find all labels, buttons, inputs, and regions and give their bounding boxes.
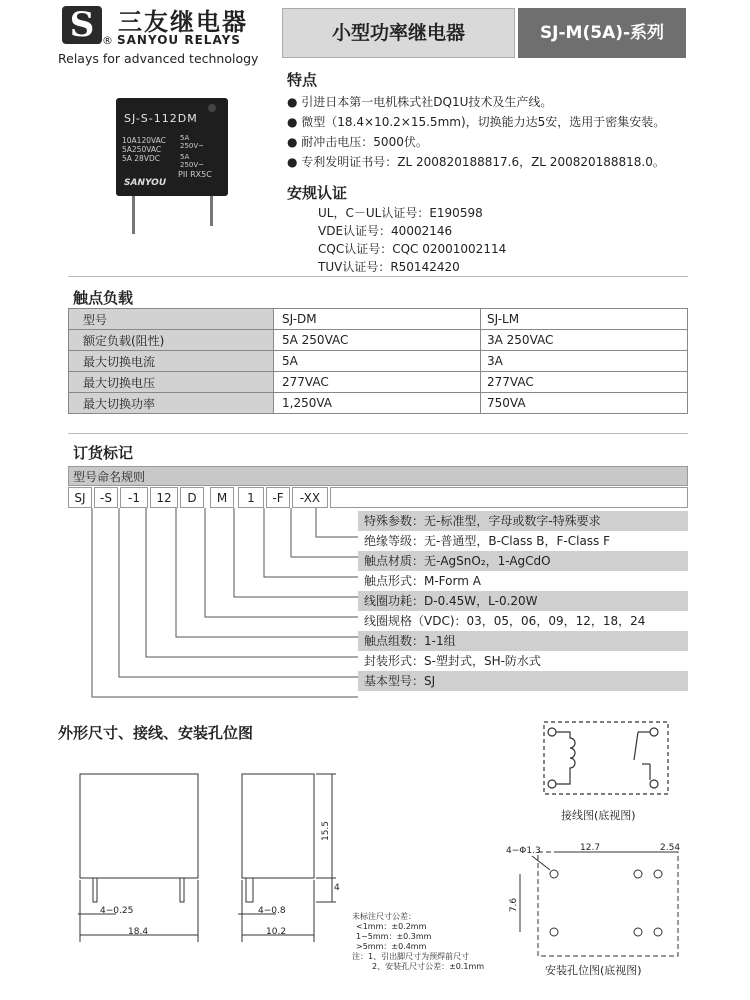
drawings-heading: 外形尺寸、接线、安装孔位图 [58,724,254,742]
code-contact-groups: -1 [120,487,148,508]
tagline: Relays for advanced technology [58,51,259,66]
row-label: 额定负载(阻性) [69,330,274,351]
code-desc-basic: 基本型号：SJ [358,671,688,691]
cell-lm: 277VAC [481,372,688,393]
contact-symbol [634,732,638,760]
mount-hole [634,928,642,936]
code-desc-package: 封装形式：S-塑封式，SH-防水式 [358,651,688,671]
code-coil-voltage: 12 [150,487,178,508]
cell-lm: 3A 250VAC [481,330,688,351]
tolerance-note: 2、安装孔尺寸公差：±0.1mm [372,962,485,971]
cell-dm: 277VAC [274,372,481,393]
connector-line [119,508,358,677]
relay-cqc-current: 5A [180,134,190,142]
connector-line [176,508,358,637]
relay-tuv-current: 5A [180,153,190,161]
logo-glyph: S [69,5,95,45]
relay-photo [116,98,228,196]
wiring-diagram [536,716,676,796]
code-basic: SJ [68,487,92,508]
tolerance-note: 1~5mm：±0.3mm [356,932,432,941]
registered-mark: ® [102,34,113,47]
table-row [69,330,688,351]
code-blank [330,487,688,508]
front-pin-label: 4−0.25 [100,906,134,916]
row-label: 最大切换电流 [69,351,274,372]
front-width-label: 18.4 [128,927,149,937]
hole-pitch-label: 12.7 [580,843,601,853]
side-width-label: 10.2 [266,927,287,937]
table-row [69,372,688,393]
contact-load-table [68,308,688,414]
cert-label: CQC认证号： [318,242,393,256]
feature-item: ● 引进日本第一电机株式社DQ1U技术及生产线。 [287,95,553,109]
cert-value: R50142420 [390,260,460,274]
cell-dm: 5A [274,351,481,372]
code-desc-contact-material: 触点材质：无-AgSnO₂，1-AgCdO [358,551,688,571]
cert-item [318,240,506,257]
connector-line [92,508,358,697]
cert-item [318,258,460,275]
relay-model: SJ-S-112DM [124,112,198,125]
feature-text: 引进日本第一电机株式社DQ1U技术及生产线。 [301,95,553,109]
brand-name-en: SANYOU RELAYS [117,33,241,47]
side-height-label: 15.5 [321,820,332,842]
table-row [69,351,688,372]
cert-item [318,204,483,221]
cell-dm: 1,250VA [274,393,481,414]
naming-connector-lines [68,508,368,708]
series-badge: SJ-M(5A)-系列 [518,8,686,58]
relay-cqc-voltage: 250V~ [180,142,205,150]
connector-line [205,508,358,617]
row-label: 最大切换电压 [69,372,274,393]
cell-lm: 3A [481,351,688,372]
side-body [242,774,314,878]
mount-hole [654,928,662,936]
hole-diameter-label: 4−Φ1.3 [506,846,541,856]
connector-line [146,508,358,657]
contact-load-heading: 触点负载 [73,289,134,307]
certifications-heading: 安规认证 [287,184,348,202]
features-heading: 特点 [287,71,318,89]
cert-value: CQC 02001002114 [392,242,507,256]
relay-ratings [122,136,166,163]
tolerance-notes [352,912,484,972]
mount-hole [550,928,558,936]
cert-value: E190598 [429,206,483,220]
front-pin [180,878,184,902]
relay-dot [208,104,216,112]
wiring-pin [650,780,658,788]
wiring-pin [650,728,658,736]
connector-line [264,508,358,577]
cert-label: TUV认证号： [318,260,391,274]
code-insulation: -F [266,487,290,508]
holes-caption: 安装孔位图(底视图) [545,964,642,977]
code-desc-contact-form: 触点形式：M-Form A [358,571,688,591]
feature-text: 专利发明证书号：ZL 200820188817.6，ZL 200820188818.0。 [301,155,665,169]
relay-pin [210,196,213,226]
product-title: 小型功率继电器 [282,8,515,58]
row-label: 型号 [69,309,274,330]
mount-hole [634,870,642,878]
side-pinlen-label: 4 [334,883,340,893]
row-label: 最大切换功率 [69,393,274,414]
relay-brand: SANYOU [124,178,167,188]
coil-symbol [556,732,575,784]
connector-line [316,508,358,537]
cert-item [318,222,452,239]
relay-code: PII RX5C [178,170,212,179]
front-body [80,774,198,878]
code-coil-power: D [180,487,204,508]
connector-line [291,508,358,557]
mount-hole [550,870,558,878]
mount-hole [654,870,662,878]
feature-text: 耐冲击电压：5000伏。 [301,135,428,149]
tolerance-note: 注：1、引出脚尺寸为预焊前尺寸 [352,952,470,961]
tolerance-note: >5mm：±0.4mm [356,942,427,951]
code-desc-special: 特殊参数：无-标准型，字母或数字-特殊要求 [358,511,688,531]
relay-pin [132,196,135,234]
cert-value: 40002146 [391,224,453,238]
feature-item: ● 微型（18.4×10.2×15.5mm)，切换能力达5安，选用于密集安装。 [287,115,666,129]
wiring-outline [544,722,668,794]
table-row [69,393,688,414]
hole-vertical-label: 7.6 [509,897,520,913]
relay-rating: 10A120VAC [122,136,166,145]
relay-tuv-voltage: 250V~ [180,161,205,169]
table-row [69,309,688,330]
relay-rating: 5A 28VDC [122,154,160,163]
code-desc-contact-groups: 触点组数：1-1组 [358,631,688,651]
connector-line [234,508,358,597]
side-pin-label: 4−0.8 [258,906,286,916]
feature-item: ● 耐冲击电压：5000伏。 [287,135,428,149]
code-desc-coil-voltage: 线圈规格（VDC)：03，05，06，09，12，18，24 [358,611,688,631]
relay-rating: 5A250VAC [122,145,162,154]
side-view-drawing [236,770,346,950]
tolerance-note: <1mm：±0.2mm [356,922,427,931]
cell-dm: 5A 250VAC [274,330,481,351]
code-special: -XX [292,487,328,508]
section-divider [68,433,688,434]
wiring-pin [548,780,556,788]
feature-item: ● 专利发明证书号：ZL 200820188817.6，ZL 200820188818.0。 [287,155,665,169]
side-pin [246,878,253,902]
ordering-heading: 订货标记 [73,444,134,462]
cell-dm: SJ-DM [274,309,481,330]
hole-gap-label: 2.54 [660,843,681,853]
company-logo [62,6,102,44]
wiring-pin [548,728,556,736]
tolerance-note: 未标注尺寸公差： [352,912,416,921]
code-package: -S [94,487,118,508]
code-contact-material: 1 [238,487,264,508]
cell-lm: SJ-LM [481,309,688,330]
brand-name-cn: 三友继电器 [118,8,248,36]
code-desc-coil-power: 线圈功耗：D-0.45W，L-0.20W [358,591,688,611]
cert-label: UL，C－UL认证号： [318,206,430,220]
feature-text: 微型（18.4×10.2×15.5mm)，切换能力达5安，选用于密集安装。 [301,115,666,129]
code-contact-form: M [210,487,234,508]
holes-outline [538,852,678,956]
wiring-caption: 接线图(底视图) [561,809,636,822]
naming-rule-header: 型号命名规则 [68,466,688,486]
front-view-drawing [76,770,206,950]
mounting-holes-diagram [506,838,686,958]
cell-lm: 750VA [481,393,688,414]
code-desc-insulation: 绝缘等级：无-普通型，B-Class B，F-Class F [358,531,688,551]
relay-cqc [180,134,204,169]
cert-label: VDE认证号： [318,224,392,238]
front-pin [93,878,97,902]
section-divider [68,276,688,277]
